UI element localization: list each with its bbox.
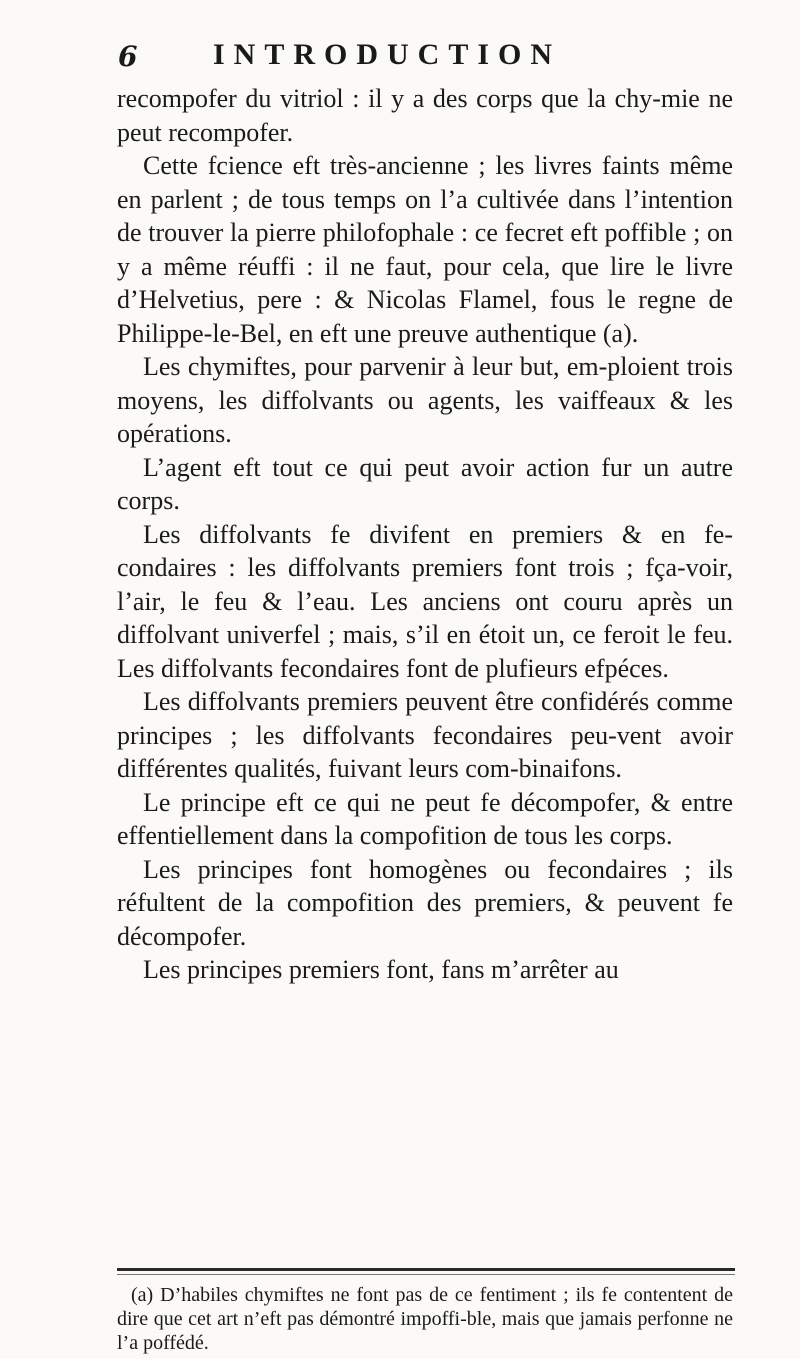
- paragraph: Les diffolvants fe divifent en premiers & en fe-condaires : les diffolvants premiers font trois ; fça-voir, l’air, le feu & l’eau. Les anciens ont couru après un diffolvant univerfel ; mais, s’il en étoit un, ce feroit le feu. Les diffolvants fecondaires font de plufieurs efpéces.: [117, 519, 733, 683]
- footnote-divider-thin: [117, 1274, 735, 1275]
- page-header: [118, 38, 728, 78]
- paragraph: Les principes premiers font, fans m’arrêter au: [143, 955, 619, 984]
- footnote: (a) D’habiles chymiftes ne font pas de ce fentiment ; ils fe contentent de dire que cet art n’eft pas démontré impoffi-ble, mais que jamais perfonne ne l’a poffédé.: [117, 1284, 733, 1354]
- paragraph: L’agent eft tout ce qui peut avoir action fur un autre corps.: [117, 452, 733, 515]
- main-text: [117, 82, 733, 987]
- page-number: 6: [118, 40, 138, 73]
- paragraph: Les diffolvants premiers peuvent être confidérés comme principes ; les diffolvants fecondaires peu-vent avoir différentes qualités, fuivant leurs com-binaifons.: [117, 687, 733, 783]
- paragraph: Le principe eft ce qui ne peut fe décompofer, & entre effentiellement dans la compofition de tous les corps.: [117, 787, 733, 850]
- paragraph: Les chymiftes, pour parvenir à leur but, em-ploient trois moyens, les diffolvants ou agents, les vaiffeaux & les opérations.: [117, 352, 733, 448]
- running-title: INTRODUCTION: [213, 38, 562, 71]
- paragraph: Les principes font homogènes ou fecondaires ; ils réfultent de la compofition des premiers, & peuvent fe décompofer.: [117, 854, 733, 951]
- footnote-divider: [117, 1268, 735, 1271]
- paragraph: Cette fcience eft très-ancienne ; les livres faints même en parlent ; de tous temps on l’a cultivée dans l’intention de trouver la pierre philofophale : ce fecret eft poffible ; on y a même réuffi : il ne faut, pour cela, que lire le livre d’Helvetius, pere : & Nicolas Flamel, fous le regne de Philippe-le-Bel, en eft une preuve authentique (a).: [117, 151, 733, 348]
- paragraph: recompofer du vitriol : il y a des corps que la chy-mie ne peut recompofer.: [117, 84, 733, 147]
